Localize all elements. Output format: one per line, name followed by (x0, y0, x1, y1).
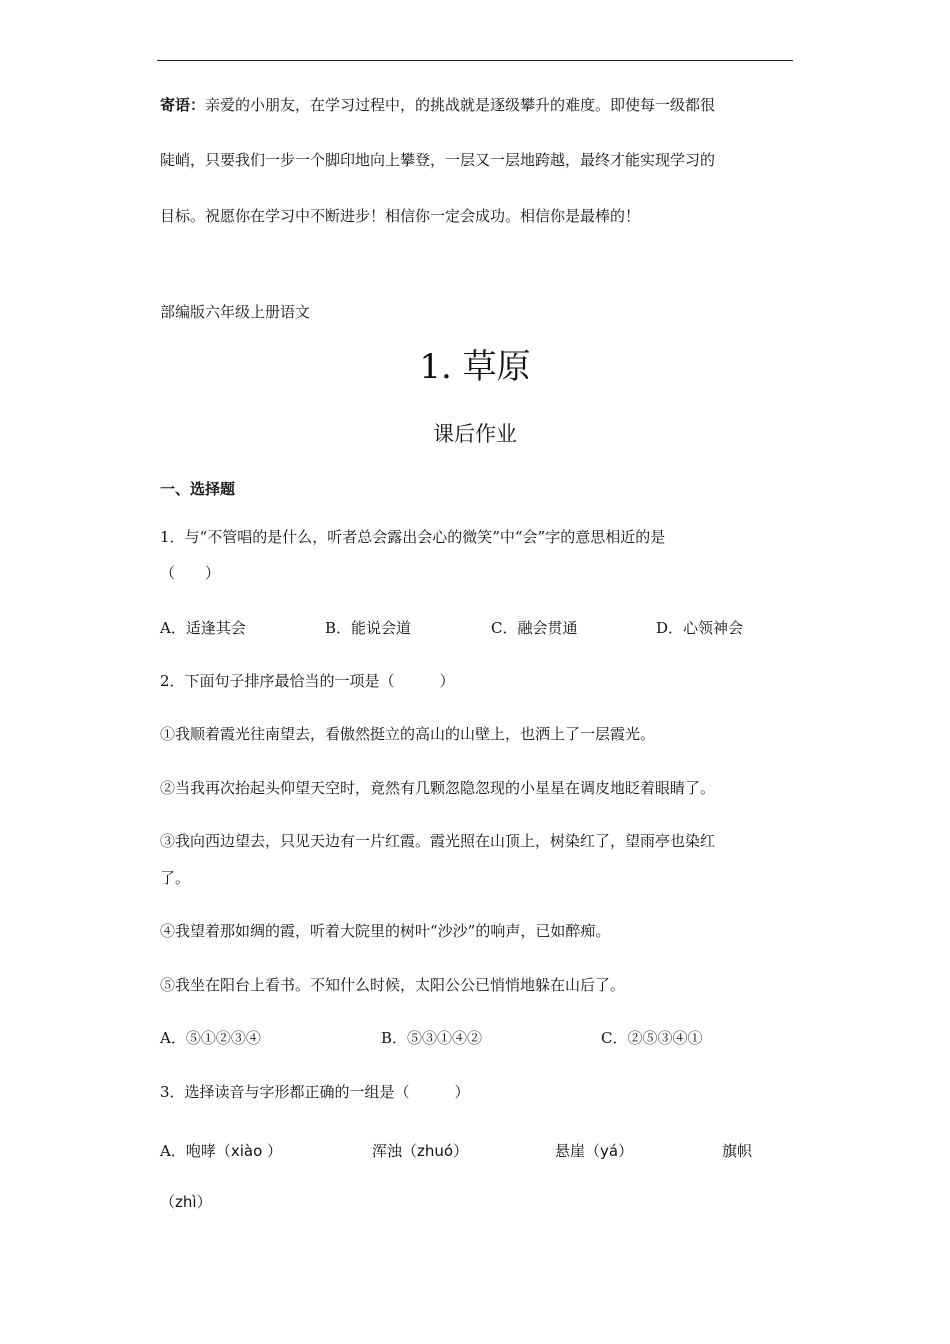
q3-option-a-label: A． (160, 1142, 186, 1160)
q1-option-b: B．能说会道 (325, 619, 412, 637)
page-subtitle: 课后作业 (433, 422, 517, 446)
page-title: 1. 草原 (419, 347, 531, 387)
pinyin: xiào (230, 1142, 263, 1160)
q2-option-c: C．②⑤③④① (601, 1029, 703, 1047)
q3-option-a-item-1: A．咆哮（xiào ） (160, 1142, 283, 1160)
pinyin: yá (600, 1142, 619, 1160)
q3-option-a-item-4: 旗帜 (722, 1142, 753, 1160)
q2-sentence-3: ③我向西边望去，只见天边有一片红霞。霞光照在山顶上，树染红了，望雨亭也染红 (160, 832, 716, 850)
q3-option-a-item-3: 悬崖（yá） (555, 1142, 634, 1160)
greeting-line-2: 陡峭，只要我们一步一个脚印地向上攀登，一层又一层地跨越，最终才能实现学习的 (160, 151, 716, 169)
q3-option-a-wrap: （zhì） (160, 1193, 212, 1211)
q2-option-a: A．⑤①②③④ (160, 1029, 261, 1047)
q2-sentence-2: ②当我再次抬起头仰望天空时，竟然有几颗忽隐忽现的小星星在调皮地眨着眼睛了。 (160, 779, 716, 797)
q3-stem: 3．选择读音与字形都正确的一组是（ ） (160, 1083, 470, 1101)
greeting-line-3: 目标。祝愿你在学习中不断进步！相信你一定会成功。相信你是最棒的！ (160, 207, 641, 225)
pinyin: zhì (175, 1193, 197, 1211)
greeting-text-1: 亲爱的小朋友，在学习过程中，的挑战就是逐级攀升的难度。即使每一级都很 (205, 96, 716, 114)
q2-sentence-5: ⑤我坐在阳台上看书。不知什么时候，太阳公公已悄悄地躲在山后了。 (160, 976, 626, 994)
greeting-label: 寄语： (160, 96, 206, 114)
pinyin: zhuó (417, 1142, 454, 1160)
q2-sentence-1: ①我顺着霞光往南望去，看傲然挺立的高山的山壁上，也洒上了一层霞光。 (160, 725, 656, 743)
textbook-label: 部编版六年级上册语文 (160, 303, 311, 321)
q2-sentence-3-cont: 了。 (160, 869, 191, 887)
q1-stem: 1．与“不管唱的是什么，听者总会露出会心的微笑”中“会”字的意思相近的是 (160, 528, 666, 546)
header-rule (157, 60, 793, 61)
q1-option-c: C．融会贯通 (491, 619, 578, 637)
section-heading: 一、选择题 (160, 480, 236, 498)
q2-stem: 2．下面句子排序最恰当的一项是（ ） (160, 672, 455, 690)
q3-option-a-item-2: 浑浊（zhuó） (372, 1142, 469, 1160)
q1-option-d: D．心领神会 (656, 619, 744, 637)
q1-option-a: A．适逢其会 (160, 619, 246, 637)
q2-sentence-4: ④我望着那如绸的霞，听着大院里的树叶“沙沙”的响声，已如醉痴。 (160, 922, 611, 940)
greeting-line-1 (160, 95, 715, 115)
q2-option-b: B．⑤③①④② (381, 1029, 483, 1047)
q1-blank: （ ） (160, 564, 221, 582)
